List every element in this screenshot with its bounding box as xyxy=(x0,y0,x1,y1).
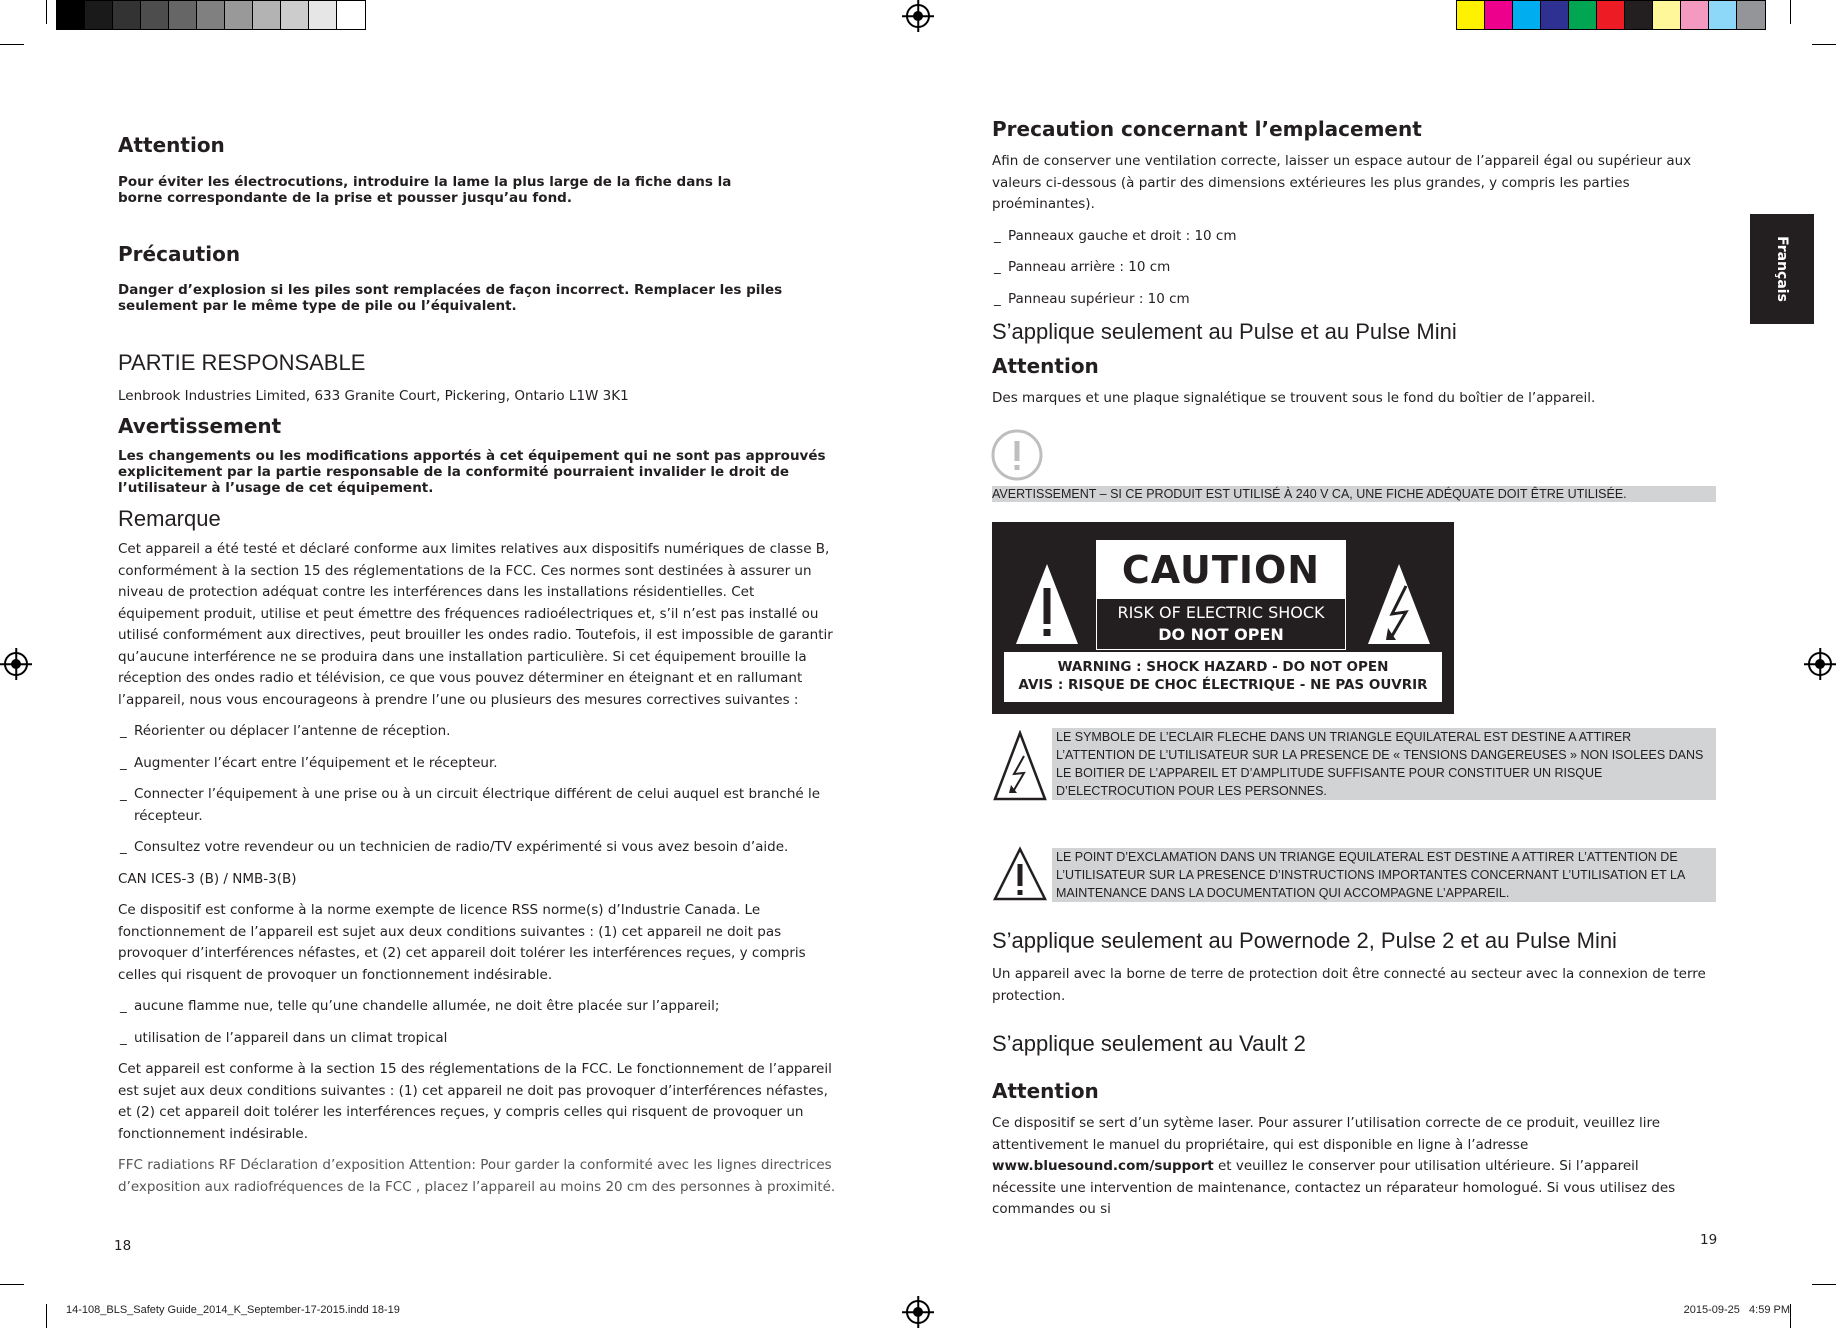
slug-right: 2015-09-25 4:59 PM xyxy=(1683,1304,1790,1316)
remarque-heading: Remarque xyxy=(118,506,221,531)
avertissement-text: Les changements ou les modifications apportés à cet équipement qui ne sont pas approuvés explicitement par la partie responsable de la conformité pourraient invalider le droit de l’utilisateur à l’usage de cet équipement. xyxy=(118,448,826,496)
gray-color-bar xyxy=(56,0,366,30)
caution-line-1: RISK OF ELECTRIC SHOCK xyxy=(1117,603,1325,622)
vault-text xyxy=(992,1113,1702,1221)
crop-mark xyxy=(1790,0,1791,24)
color-swatch xyxy=(85,1,113,29)
crop-mark xyxy=(46,0,47,24)
color-swatch xyxy=(141,1,169,29)
avertissement-240v-bar: AVERTISSEMENT – SI CE PRODUIT EST UTILISÉ À 240 V CA, UNE FICHE ADÉQUATE DOIT ÊTRE UTILISÉE. xyxy=(992,486,1716,502)
registration-mark-icon xyxy=(906,1300,930,1324)
color-swatch xyxy=(337,1,365,29)
clearance-item: _ Panneaux gauche et droit : 10 cm xyxy=(992,226,1692,248)
caution-box xyxy=(1096,540,1346,650)
lightning-triangle-icon xyxy=(1366,562,1432,646)
precaution-heading: Précaution xyxy=(118,242,241,266)
vault-text-after: et veuillez le conserver pour utilisation ultérieure. Si l’appareil nécessite une intervention de maintenance, contactez un réparateur homologué. Si vous utilisez des commandes ou si xyxy=(992,1158,1676,1217)
clearance-item: _ Panneau arrière : 10 cm xyxy=(992,257,1692,279)
color-swatch xyxy=(1457,1,1485,29)
crop-mark xyxy=(1790,1304,1791,1328)
vault-attention-heading: Attention xyxy=(992,1079,1099,1103)
ffc-rf-text: FFC radiations RF Déclaration d’exposition Attention: Pour garder la conformité avec les lignes directrices d’exposition aux radiofréquences de la FCC , placez l’appareil au moins 20 cm des personnes à proximité. xyxy=(118,1157,836,1195)
exclamation-notice: LE POINT D’EXCLAMATION DANS UN TRIANGE EQUILATERAL EST DESTINE A ATTIRER L’ATTENTION DE L’UTILISATEUR SUR LA PRESENCE D’INSTRUCTIONS IMPORTANTES CONCERNANT L’UTILISATION ET LA MAINTENANCE DANS LA DOCUMENTATION QUI ACCOMPAGNE L’APPAREIL. xyxy=(1052,848,1716,902)
language-tab xyxy=(1750,214,1814,324)
warning-fr: AVIS : RISQUE DE CHOC ÉLECTRIQUE - NE PAS OUVRIR xyxy=(1018,677,1428,693)
lightning-notice: LE SYMBOLE DE L’ECLAIR FLECHE DANS UN TRIANGLE EQUILATERAL EST DESTINE A ATTIRER L’ATTENTION DE L’UTILISATEUR SUR LA PRESENCE DE « TENSIONS DANGEREUSES » NON ISOLEES DANS LE BOITIER DE L’APPAREIL ET D’AMPLITUDE SUFFISANTE POUR CONSTITUER UN RISQUE D’ELECTROCUTION POUR LES PERSONNES. xyxy=(1052,728,1716,800)
measure-item: _ Augmenter l’écart entre l’équipement et le récepteur. xyxy=(118,753,836,775)
exclamation-triangle-icon xyxy=(1014,562,1080,646)
pulse-heading: S’applique seulement au Pulse et au Pulse Mini xyxy=(992,319,1457,344)
attention-text: Pour éviter les électrocutions, introduire la lame la plus large de la fiche dans la borne correspondante de la prise et pousser jusqu’au fond. xyxy=(118,174,732,206)
crop-mark xyxy=(1812,1284,1836,1285)
language-tab-label: Français xyxy=(1774,236,1790,302)
crop-mark xyxy=(0,1284,24,1285)
color-swatch xyxy=(1709,1,1737,29)
page-number-right: 19 xyxy=(1700,1232,1718,1248)
registration-mark-icon xyxy=(1808,652,1832,676)
measure-item: _ Consultez votre revendeur ou un technicien de radio/TV expérimenté si vous avez besoin d’aide. xyxy=(118,837,836,859)
color-swatch xyxy=(1653,1,1681,29)
color-swatch xyxy=(1737,1,1765,29)
can-ices-text: CAN ICES-3 (B) / NMB-3(B) xyxy=(118,870,297,887)
caution-line-2: DO NOT OPEN xyxy=(1158,625,1284,644)
registration-mark-icon xyxy=(906,4,930,28)
color-swatch xyxy=(225,1,253,29)
color-swatch xyxy=(1541,1,1569,29)
color-swatch xyxy=(1485,1,1513,29)
warning-en: WARNING : SHOCK HAZARD - DO NOT OPEN xyxy=(1057,659,1389,675)
pulse-text: Des marques et une plaque signalétique se trouvent sous le fond du boîtier de l’appareil. xyxy=(992,390,1596,406)
caution-word: CAUTION xyxy=(1097,541,1345,599)
rss-text: Ce dispositif est conforme à la norme exempte de licence RSS norme(s) d’Industrie Canada. Le fonctionnement de l’appareil est sujet aux deux conditions suivantes : (1) cet appareil ne doit pas provoquer d’interférences néfastes, et (2) cet appareil doit tolérer les interférences reçues, y compris celles qui risquent de provoquer un fonctionnement indésirable. xyxy=(118,902,806,983)
measure-item: _ Connecter l’équipement à une prise ou à un circuit électrique différent de celui auquel est branché le récepteur. xyxy=(118,784,836,827)
exclamation-circle-icon xyxy=(990,428,1044,482)
placement-text: Afin de conserver une ventilation correcte, laisser un espace autour de l’appareil égal ou supérieur aux valeurs ci-dessous (à partir des dimensions extérieures les plus grandes, y compris les parties proéminantes). xyxy=(992,153,1692,212)
support-link[interactable]: www.bluesound.com/support xyxy=(992,1158,1214,1174)
color-swatch xyxy=(197,1,225,29)
color-swatch xyxy=(1597,1,1625,29)
caution-warning-box xyxy=(1004,652,1442,702)
vault-heading: S’applique seulement au Vault 2 xyxy=(992,1031,1306,1056)
pulse-attention-heading: Attention xyxy=(992,354,1099,378)
responsible-party-heading: PARTIE RESPONSABLE xyxy=(118,350,366,375)
attention-heading: Attention xyxy=(118,133,225,157)
crop-mark xyxy=(46,1304,47,1328)
remarque-body xyxy=(118,539,836,1198)
lightning-triangle-icon xyxy=(992,730,1048,802)
avertissement-heading: Avertissement xyxy=(118,414,282,438)
measure-item: _ Réorienter ou déplacer l’antenne de réception. xyxy=(118,721,836,743)
exclamation-triangle-icon xyxy=(992,846,1048,902)
process-color-bar xyxy=(1456,0,1766,30)
remarque-text: Cet appareil a été testé et déclaré conforme aux limites relatives aux dispositifs numériques de classe B, conformément à la section 15 des réglementations de la FCC. Ces normes sont destinées à assurer un niveau de protection adéquat contre les interférences dans les installations résidentielles. Cet équipement produit, utilise et peut émettre des fréquences radioélectriques et, s’il n’est pas installé ou utilisé conformément aux directives, peut brouiller les ondes radio. Toutefois, il est impossible de garantir qu’aucune interférence ne se produira dans une installation particulière. Si cet équipement brouille la réception des ondes radio et télévision, ce que vous pouvez déterminer en éteignant et en rallumant l’appareil, nous vous encourageons à prendre l’une ou plusieurs des mesures correctives suivantes : xyxy=(118,541,833,708)
color-swatch xyxy=(169,1,197,29)
precaution-text: Danger d’explosion si les piles sont remplacées de façon incorrect. Remplacer les piles seulement par le même type de pile ou l’équivalent. xyxy=(118,282,783,314)
crop-mark xyxy=(1812,44,1836,45)
caution-label xyxy=(992,522,1454,714)
color-swatch xyxy=(309,1,337,29)
powernode-heading: S’applique seulement au Powernode 2, Pulse 2 et au Pulse Mini xyxy=(992,928,1617,953)
fcc15-text: Cet appareil est conforme à la section 15 des réglementations de la FCC. Le fonctionnement de l’appareil est sujet aux deux conditions suivantes : (1) cet appareil ne doit pas provoquer d’interférences néfastes, et (2) cet appareil doit tolérer les interférences reçues, y compris celles qui risquent de provoquer un fonctionnement indésirable. xyxy=(118,1061,832,1142)
color-swatch xyxy=(253,1,281,29)
color-swatch xyxy=(1625,1,1653,29)
color-swatch xyxy=(1569,1,1597,29)
placement-heading: Precaution concernant l’emplacement xyxy=(992,117,1422,141)
placement-body xyxy=(992,151,1692,310)
color-swatch xyxy=(113,1,141,29)
condition-item: _ utilisation de l’appareil dans un climat tropical xyxy=(118,1028,836,1050)
color-swatch xyxy=(281,1,309,29)
responsible-party-address: Lenbrook Industries Limited, 633 Granite Court, Pickering, Ontario L1W 3K1 xyxy=(118,388,629,404)
page-number-left: 18 xyxy=(114,1238,132,1254)
registration-mark-icon xyxy=(4,652,28,676)
crop-mark xyxy=(0,44,24,45)
clearance-item: _ Panneau supérieur : 10 cm xyxy=(992,289,1692,311)
vault-text-before: Ce dispositif se sert d’un sytème laser. Pour assurer l’utilisation correcte de ce produit, veuillez lire attentivement le manuel du propriétaire, qui est disponible en ligne à l’adresse xyxy=(992,1115,1661,1153)
color-swatch xyxy=(1513,1,1541,29)
color-swatch xyxy=(57,1,85,29)
color-swatch xyxy=(1681,1,1709,29)
condition-item: _ aucune flamme nue, telle qu’une chandelle allumée, ne doit être placée sur l’appareil; xyxy=(118,996,836,1018)
slug-left: 14-108_BLS_Safety Guide_2014_K_September-17-2015.indd 18-19 xyxy=(66,1304,400,1316)
powernode-text: Un appareil avec la borne de terre de protection doit être connecté au secteur avec la connexion de terre protection. xyxy=(992,966,1706,1004)
